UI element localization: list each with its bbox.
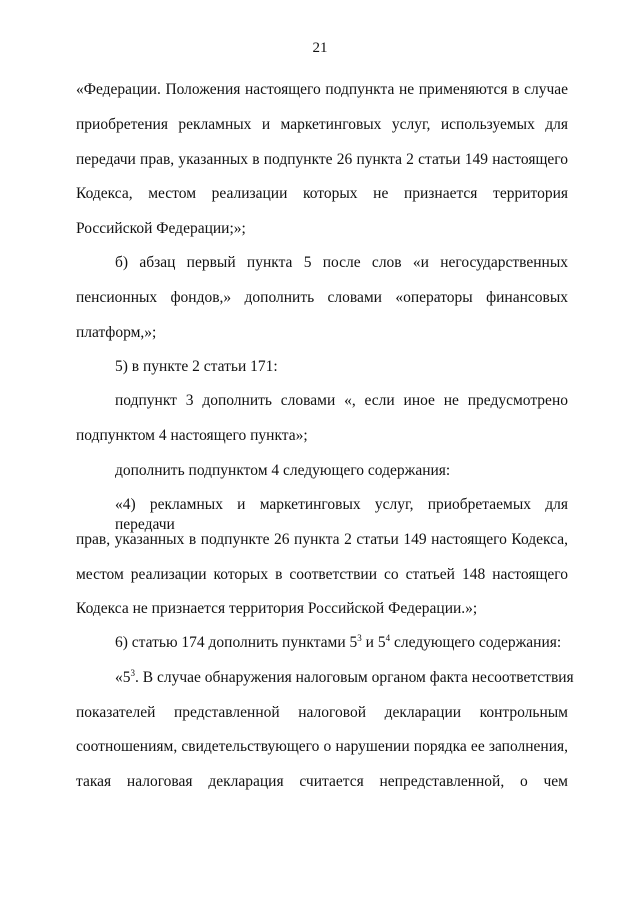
- superscript: 3: [130, 667, 135, 678]
- text-line: дополнить подпунктом 4 следующего содержания:: [115, 462, 451, 479]
- text-line-with-superscript: [115, 667, 574, 688]
- text-line-with-superscripts: [115, 633, 568, 653]
- text-line: Российской Федерации;»;: [76, 220, 246, 237]
- page-number: 21: [312, 40, 328, 56]
- text-segment: 6) статью 174 дополнить пунктами 5: [115, 634, 358, 651]
- text-segment: . В случае обнаружения налоговым органом факта несоответствия: [135, 669, 574, 686]
- text-line: б) абзац первый пункта 5 после слов «и негосударственных: [115, 254, 568, 271]
- text-line: приобретения рекламных и маркетинговых услуг, используемых для: [76, 116, 568, 133]
- superscript: 4: [385, 632, 391, 643]
- text-line: передачи прав, указанных в подпункте 26 пункта 2 статьи 149 настоящего: [76, 151, 568, 168]
- text-line: соотношениям, свидетельствующего о нарушении порядка ее заполнения,: [76, 738, 568, 755]
- text-line: платформ,»;: [76, 324, 157, 341]
- text-line: пенсионных фондов,» дополнить словами «операторы финансовых: [76, 289, 568, 306]
- text-line: подпункт 3 дополнить словами «, если иное не предусмотрено: [115, 392, 568, 409]
- superscript: 3: [357, 632, 362, 643]
- text-line: показателей представленной налоговой декларации контрольным: [76, 704, 568, 721]
- text-line: «4) рекламных и маркетинговых услуг, приобретаемых для передачи: [115, 496, 568, 533]
- text-segment: «5: [115, 669, 131, 686]
- text-line: Кодекса, местом реализации которых не признается территория: [76, 185, 568, 202]
- text-segment: и 5: [361, 634, 386, 651]
- text-segment: следующего содержания:: [390, 634, 562, 651]
- text-line: местом реализации которых в соответствии со статьей 148 настоящего: [76, 566, 568, 583]
- text-line: подпунктом 4 настоящего пункта»;: [76, 427, 308, 444]
- text-line: прав, указанных в подпункте 26 пункта 2 статьи 149 настоящего Кодекса,: [76, 531, 568, 548]
- text-line: 5) в пункте 2 статьи 171:: [115, 358, 278, 375]
- text-line: такая налоговая декларация считается непредставленной, о чем: [76, 773, 568, 790]
- text-line: «Федерации. Положения настоящего подпункта не применяются в случае: [76, 81, 568, 98]
- text-line: Кодекса не признается территория Российской Федерации.»;: [76, 600, 478, 617]
